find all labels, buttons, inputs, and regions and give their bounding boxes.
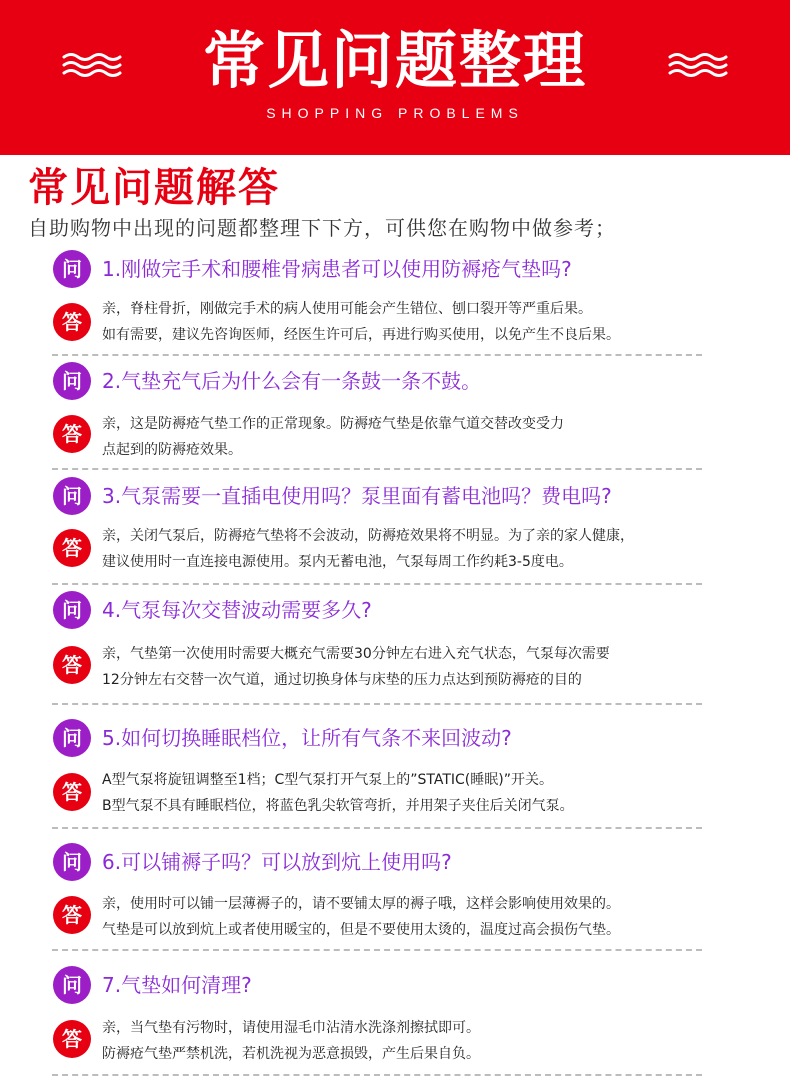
answer-badge: 答 bbox=[53, 303, 91, 341]
divider bbox=[52, 354, 702, 356]
question-text: 6.可以铺褥子吗？可以放到炕上使用吗? bbox=[102, 850, 452, 874]
question-text: 4.气泵每次交替波动需要多久? bbox=[102, 598, 372, 622]
page-subtitle: SHOPPING PROBLEMS bbox=[266, 105, 524, 121]
wave-icon-right bbox=[668, 50, 728, 80]
answer-badge: 答 bbox=[53, 415, 91, 453]
answer-line: 12分钟左右交替一次气道，通过切换身体与床垫的压力点达到预防褥疮的目的 bbox=[102, 672, 582, 688]
question-badge: 问 bbox=[53, 477, 91, 515]
divider bbox=[52, 703, 702, 705]
answer-line: 防褥疮气垫严禁机洗，若机洗视为恶意损毁，产生后果自负。 bbox=[102, 1046, 480, 1062]
answer-line: 亲，使用时可以铺一层薄褥子的，请不要铺太厚的褥子哦，这样会影响使用效果的。 bbox=[102, 896, 620, 912]
answer-line: 气垫是可以放到炕上或者使用暖宝的，但是不要使用太烫的，温度过高会损伤气垫。 bbox=[102, 922, 620, 938]
answer-badge: 答 bbox=[53, 773, 91, 811]
answer-line: 建议使用时一直连接电源使用。泵内无蓄电池，气泵每周工作约耗3-5度电。 bbox=[102, 554, 573, 570]
question-text: 3.气泵需要一直插电使用吗？泵里面有蓄电池吗？费电吗? bbox=[102, 484, 612, 508]
answer-line: 亲，关闭气泵后，防褥疮气垫将不会波动，防褥疮效果将不明显。为了亲的家人健康， bbox=[102, 528, 634, 544]
answer-line: 亲，这是防褥疮气垫工作的正常现象。防褥疮气垫是依靠气道交替改变受力 bbox=[102, 416, 564, 432]
answer-badge: 答 bbox=[53, 1020, 91, 1058]
answer-line: 亲，当气垫有污物时，请使用湿毛巾沾清水洗涤剂擦拭即可。 bbox=[102, 1020, 480, 1036]
answer-line: 亲，脊柱骨折，刚做完手术的病人使用可能会产生错位、刨口裂开等严重后果。 bbox=[102, 301, 592, 317]
question-badge: 问 bbox=[53, 843, 91, 881]
question-text: 2.气垫充气后为什么会有一条鼓一条不鼓。 bbox=[102, 369, 482, 393]
divider bbox=[52, 949, 702, 951]
divider bbox=[52, 583, 702, 585]
section-description: 自助购物中出现的问题都整理下下方，可供您在购物中做参考； bbox=[28, 216, 616, 240]
divider bbox=[52, 827, 702, 829]
section-title: 常见问题解答 bbox=[28, 165, 280, 211]
question-badge: 问 bbox=[53, 362, 91, 400]
question-text: 5.如何切换睡眠档位，让所有气条不来回波动? bbox=[102, 726, 512, 750]
question-text: 1.刚做完手术和腰椎骨病患者可以使用防褥疮气垫吗? bbox=[102, 257, 572, 281]
question-badge: 问 bbox=[53, 966, 91, 1004]
answer-badge: 答 bbox=[53, 896, 91, 934]
question-badge: 问 bbox=[53, 250, 91, 288]
divider bbox=[52, 1074, 702, 1076]
header-banner bbox=[0, 0, 790, 155]
answer-line: 如有需要，建议先咨询医师，经医生许可后，再进行购买使用，以免产生不良后果。 bbox=[102, 327, 620, 343]
page-title: 常见问题整理 bbox=[202, 24, 587, 97]
question-badge: 问 bbox=[53, 591, 91, 629]
answer-line: B型气泵不具有睡眠档位，将蓝色乳尖软管弯折，并用架子夹住后关闭气泵。 bbox=[102, 798, 574, 814]
question-badge: 问 bbox=[53, 719, 91, 757]
answer-line: A型气泵将旋钮调整至1档；C型气泵打开气泵上的”STATIC(睡眠)”开关。 bbox=[102, 772, 553, 788]
answer-badge: 答 bbox=[53, 529, 91, 567]
divider bbox=[52, 468, 702, 470]
answer-line: 点起到的防褥疮效果。 bbox=[102, 442, 242, 458]
question-text: 7.气垫如何清理? bbox=[102, 973, 252, 997]
answer-badge: 答 bbox=[53, 646, 91, 684]
answer-line: 亲，气垫第一次使用时需要大概充气需要30分钟左右进入充气状态，气泵每次需要 bbox=[102, 646, 610, 662]
